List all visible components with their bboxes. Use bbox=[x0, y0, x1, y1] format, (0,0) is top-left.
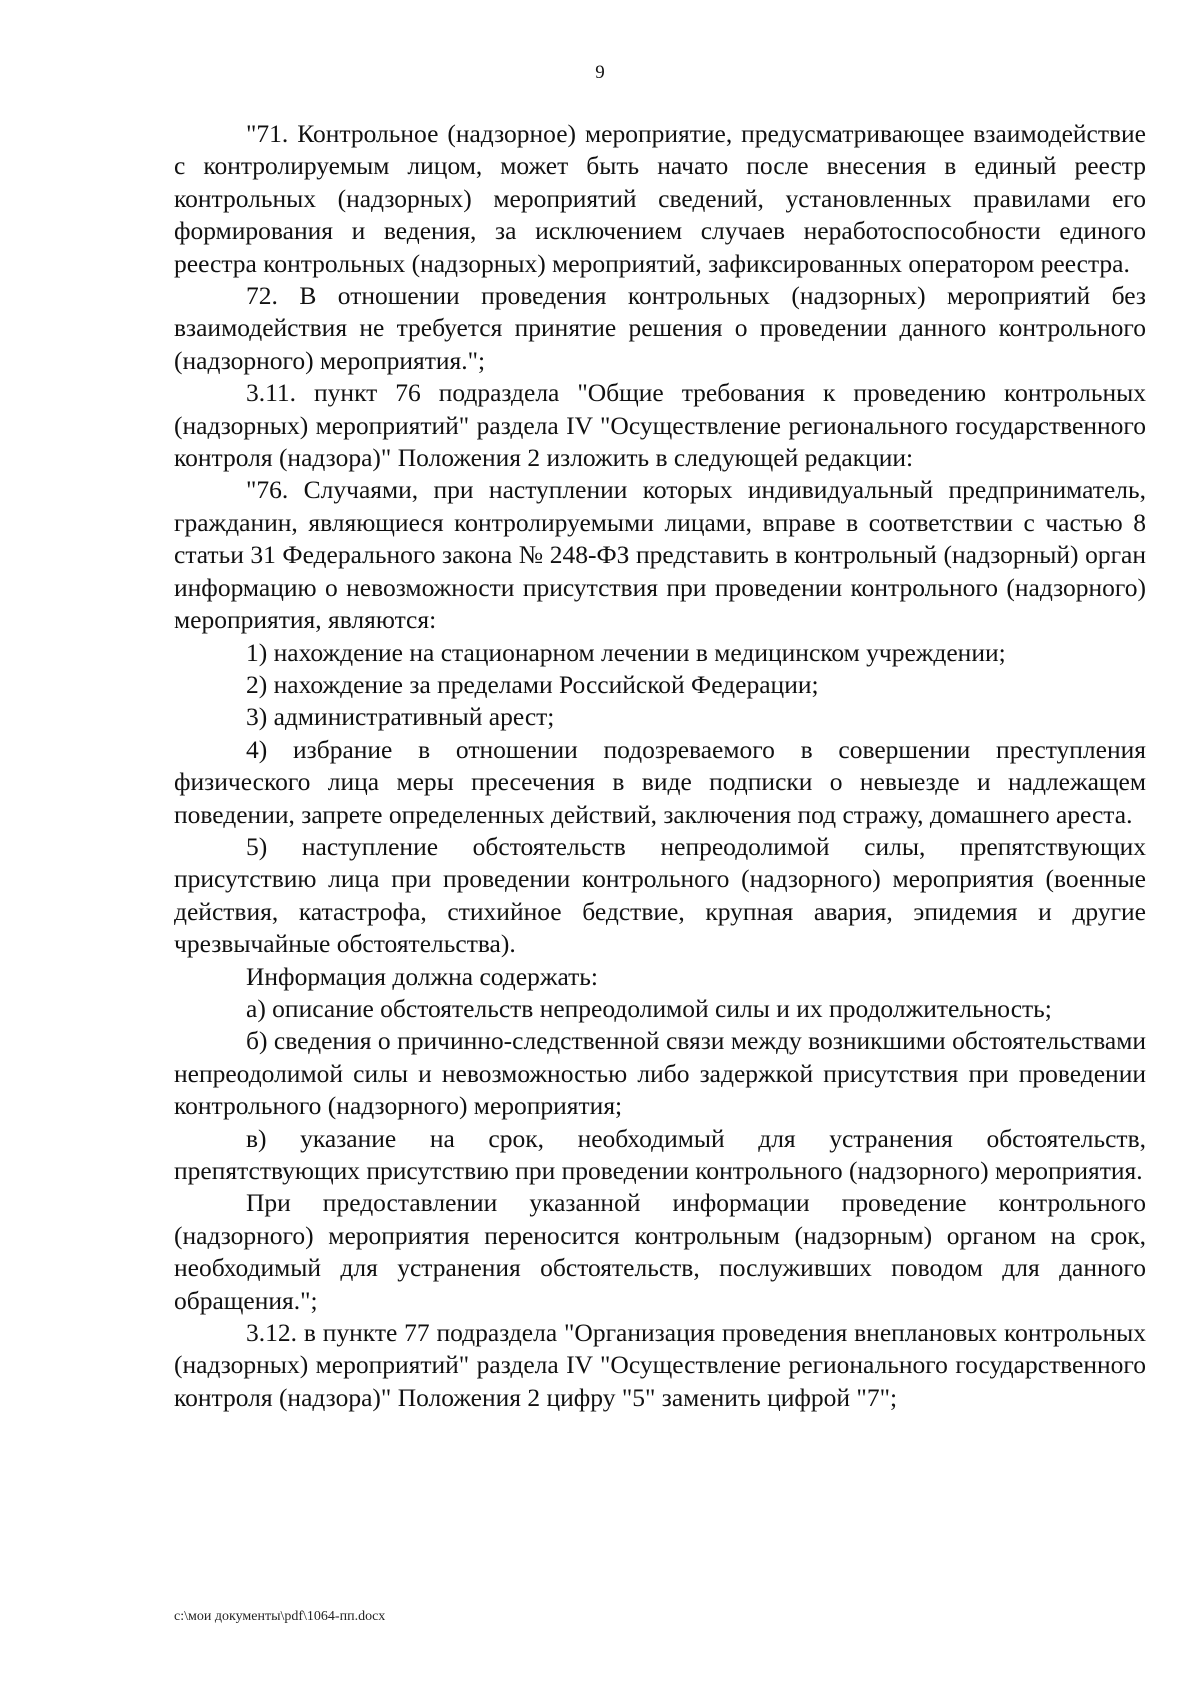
paragraph-postponement: При предоставлении указанной информации проведение контрольного (надзорного) мероприятия переносится контрольным (надзорным) органом на срок, необходимый для устранения обстоятельств, послуживших поводом для данного обращения."; bbox=[174, 1188, 1146, 1315]
paragraph-3-11: 3.11. пункт 76 подраздела "Общие требования к проведению контрольных (надзорных) мероприятий" раздела IV "Осуществление регионального государственного контроля (надзора)" Положения 2 изложить в следующей редакции: bbox=[174, 378, 1146, 473]
info-requirements-heading: Информация должна содержать: bbox=[246, 961, 598, 991]
paragraph-76: "76. Случаями, при наступлении которых индивидуальный предприниматель, гражданин, являющиеся контролируемыми лицами, вправе в соответствии с частью 8 статьи 31 Федерального закона № 248-ФЗ представить в контрольный (надзорный) орган информацию о невозможности присутствия при проведении контрольного (надзорного) мероприятия, являются: bbox=[174, 475, 1146, 635]
list-item-1: 1) нахождение на стационарном лечении в медицинском учреждении; bbox=[246, 637, 1006, 667]
document-body bbox=[174, 118, 1146, 1414]
paragraph-72: 72. В отношении проведения контрольных (надзорных) мероприятий без взаимодействия не требуется принятие решения о проведении данного контрольного (надзорного) мероприятия."; bbox=[174, 281, 1146, 375]
list-item-3: 3) административный арест; bbox=[246, 702, 555, 732]
list-item-4: 4) избрание в отношении подозреваемого в совершении преступления физического лица меры пресечения в виде подписки о невыезде и надлежащем поведении, запрете определенных действий, заключения под стражу, домашнего ареста. bbox=[174, 734, 1146, 829]
list-item-2: 2) нахождение за пределами Российской Федерации; bbox=[246, 669, 819, 699]
list-item-v: в) указание на срок, необходимый для устранения обстоятельств, препятствующих присутствию при проведении контрольного (надзорного) мероприятия. bbox=[174, 1123, 1146, 1185]
list-item-5: 5) наступление обстоятельств непреодолимой силы, препятствующих присутствию лица при проведении контрольного (надзорного) мероприятия (военные действия, катастрофа, стихийное бедствие, крупная авария, эпидемия и другие чрезвычайные обстоятельства). bbox=[174, 831, 1146, 959]
footer-file-path: c:\мои документы\pdf\1064-пп.docx bbox=[174, 1609, 386, 1624]
paragraph-71: "71. Контрольное (надзорное) мероприятие, предусматривающее взаимодействие с контролируемым лицом, может быть начато после внесения в единый реестр контрольных (надзорных) мероприятий сведений, установленных правилами его формирования и ведения, за исключением случаев неработоспособности единого реестра контрольных (надзорных) мероприятий, зафиксированных оператором реестра. bbox=[174, 119, 1146, 278]
list-item-b: б) сведения о причинно-следственной связи между возникшими обстоятельствами непреодолимой силы и невозможностью либо задержкой присутствия при проведении контрольного (надзорного) мероприятия; bbox=[174, 1026, 1146, 1121]
list-item-a: а) описание обстоятельств непреодолимой силы и их продолжительность; bbox=[246, 993, 1052, 1023]
paragraph-3-12: 3.12. в пункте 77 подраздела "Организация проведения внеплановых контрольных (надзорных) мероприятий" раздела IV "Осуществление регионального государственного контроля (надзора)" Положения 2 цифру "5" заменить цифрой "7"; bbox=[174, 1318, 1146, 1412]
page-number: 9 bbox=[595, 62, 605, 83]
